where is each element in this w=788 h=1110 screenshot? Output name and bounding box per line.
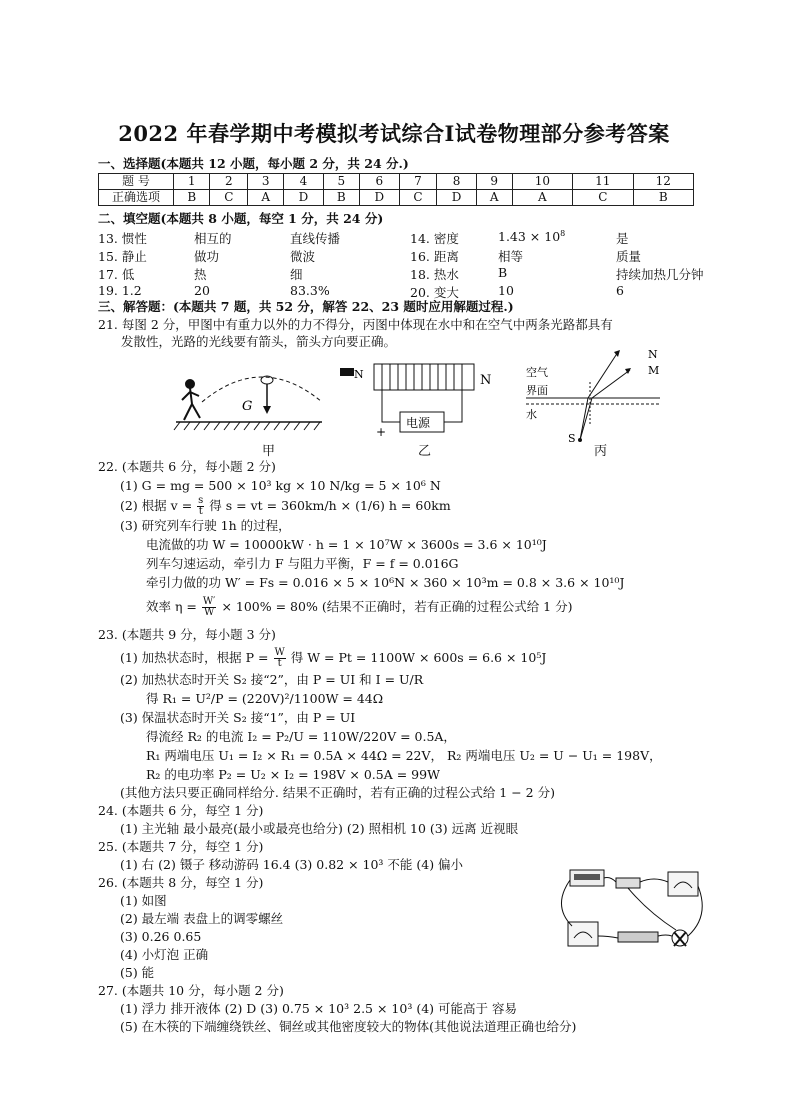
- fill-in-answer: [194, 229, 290, 247]
- fill-in-answer: [194, 247, 290, 265]
- wire-a: [604, 878, 616, 883]
- fraction: [202, 597, 217, 618]
- ray-m-label: M: [648, 364, 660, 377]
- q26-line4: (4) 小灯泡 正确: [120, 947, 209, 962]
- q22-line5: 列车匀速运动，牵引力 F 与阻力平衡，F = f = 0.016G: [146, 556, 459, 571]
- q22-line1: (1) G = mg = 500 × 10³ kg × 10 N/kg = 5 × 10⁶ N: [120, 478, 441, 493]
- question-number-cell: 4: [284, 174, 323, 190]
- q23-line3: 得 R₁ = U²/P = (220V)²/1100W = 44Ω: [146, 691, 384, 706]
- q24-heading: 24. (本题共 6 分，每空 1 分): [98, 803, 264, 818]
- fill-in-answer: [98, 265, 194, 283]
- q27-heading: 27. (本题共 10 分，每小题 2 分): [98, 983, 284, 998]
- q23-line2: (2) 加热状态时开关 S₂ 接“2”，由 P = UI 和 I = U/R: [120, 672, 424, 687]
- numerator: W: [274, 647, 285, 658]
- figure-jia-label: 甲: [262, 444, 276, 459]
- answer-cell: A: [512, 190, 572, 206]
- wire-d: [598, 936, 618, 938]
- fill-in-text: 相互的: [194, 231, 232, 246]
- fill-in-answer: [616, 247, 716, 265]
- q22-line3: (3) 研究列车行驶 1h 的过程，: [120, 518, 291, 533]
- answer-cell: D: [284, 190, 323, 206]
- ammeter: [568, 922, 598, 946]
- q22-line2-a: (2) 根据 v =: [120, 498, 193, 513]
- fill-in-text: 18. 热水: [410, 267, 459, 282]
- answer-cell: C: [210, 190, 248, 206]
- question-number-cell: 12: [633, 174, 694, 190]
- ground-hatch: [174, 422, 320, 430]
- q23-line1: [120, 648, 546, 669]
- fill-in-row: [98, 247, 718, 265]
- fill-in-text: 做功: [194, 249, 220, 264]
- answer-cell: B: [323, 190, 359, 206]
- figure-bing-label: 丙: [594, 444, 608, 459]
- fill-in-answer: [290, 247, 410, 265]
- answer-cell: C: [399, 190, 437, 206]
- fill-in-text: 19. 1.2: [98, 283, 142, 298]
- denominator: W: [204, 607, 215, 618]
- q27-line2: (5) 在木筷的下端缠绕铁丝、铜丝或其他密度较大的物体(其他说法道理正确也给分): [120, 1019, 577, 1034]
- fill-in-answer: [498, 283, 616, 301]
- wire-right: [444, 390, 462, 422]
- person-figure: [182, 380, 200, 420]
- wire-e: [658, 935, 672, 936]
- answer-cell: B: [174, 190, 210, 206]
- denominator: t: [277, 658, 282, 669]
- fill-in-text: 20. 变大: [410, 285, 459, 300]
- answer-cell: A: [476, 190, 512, 206]
- exponent: 8: [560, 229, 566, 238]
- row-header-answer: 正确选项: [99, 190, 174, 206]
- fill-in-answer: [616, 265, 716, 283]
- numerator: s: [198, 495, 204, 506]
- solenoid-n-label: N: [480, 373, 492, 388]
- q23-line4: (3) 保温状态时开关 S₂ 接“1”，由 P = UI: [120, 710, 356, 725]
- solenoid-core: [374, 364, 474, 390]
- figure-yi: [336, 362, 506, 442]
- q22-line2: [120, 496, 451, 517]
- answer-cell: A: [248, 190, 284, 206]
- q23-line1-a: (1) 加热状态时，根据 P =: [120, 650, 269, 665]
- fill-in-text: 83.3%: [290, 283, 330, 298]
- fill-in-text: 细: [290, 267, 303, 282]
- fill-in-answer: [410, 247, 498, 265]
- interface-label: 界面: [526, 384, 548, 397]
- numerator: W′: [202, 596, 216, 607]
- fill-in-text: 10: [498, 283, 514, 298]
- q22-line6: 牵引力做的功 W′ = Fs = 0.016 × 5 × 10⁶N × 360 × 10³m = 0.8 × 3.6 × 10¹⁰J: [146, 575, 625, 590]
- question-number-cell: 10: [512, 174, 572, 190]
- choice-answer-table: [98, 173, 694, 206]
- fraction: [197, 496, 204, 517]
- fill-in-text: 微波: [290, 249, 316, 264]
- fill-in-text: 15. 静止: [98, 249, 147, 264]
- q27-line1: (1) 浮力 排开液体 (2) D (3) 0.75 × 10³ 2.5 × 10³ (4) 可能高于 容易: [120, 1001, 517, 1016]
- fill-in-text: 持续加热几分钟: [616, 267, 704, 282]
- table-row: [99, 174, 694, 190]
- fill-in-answer: [410, 229, 498, 247]
- fill-in-answer: [98, 229, 194, 247]
- question-number-cell: 11: [573, 174, 633, 190]
- fill-in-text: 17. 低: [98, 267, 135, 282]
- ray-n-label: N: [648, 348, 658, 361]
- section1-heading: 一、选择题(本题共 12 小题，每小题 2 分，共 24 分.): [98, 156, 409, 171]
- row-header-number: 题 号: [99, 174, 174, 190]
- compass-n-label: N: [354, 368, 364, 381]
- answer-cell: D: [360, 190, 399, 206]
- question-number-cell: 2: [210, 174, 248, 190]
- source-s-label: S: [568, 432, 576, 445]
- air-label: 空气: [526, 366, 548, 379]
- power-supply-panel: [574, 874, 600, 880]
- voltmeter: [668, 872, 698, 896]
- page-title: 2022 年春学期中考模拟考试综合Ⅰ试卷物理部分参考答案: [118, 121, 670, 146]
- light-source-point: [578, 438, 582, 442]
- q22-line4: 电流做的功 W = 10000kW · h = 1 × 10⁷W × 3600s = 3.6 × 10¹⁰J: [146, 537, 547, 552]
- fill-in-text: 16. 距离: [410, 249, 459, 264]
- question-number-cell: 5: [323, 174, 359, 190]
- q26-line5: (5) 能: [120, 965, 155, 980]
- figure-yi-label: 乙: [418, 444, 432, 459]
- fill-in-answer: [290, 265, 410, 283]
- fill-in-text: 1.43 × 10: [498, 229, 561, 245]
- q26-line3: (3) 0.26 0.65: [120, 929, 202, 944]
- fill-in-row: [98, 265, 718, 283]
- q23-line6: R₁ 两端电压 U₁ = I₂ × R₁ = 0.5A × 44Ω = 22V， R₂ 两端电压 U₂ = U − U₁ = 198V，: [146, 748, 662, 763]
- wire-c: [561, 880, 572, 926]
- answer-cell: C: [573, 190, 633, 206]
- q21-line1: 21. 每图 2 分，甲图中有重力以外的力不得分，丙图中体现在水中和在空气中两条光路都具有: [98, 317, 613, 332]
- q22-line7-a: 效率 η =: [146, 599, 197, 614]
- fill-in-answer: [290, 229, 410, 247]
- gravity-label: G: [242, 399, 253, 414]
- fill-in-answer: [498, 247, 616, 265]
- circuit-figure: [548, 866, 712, 958]
- water-label: 水: [526, 408, 537, 421]
- table-row: [99, 190, 694, 206]
- switch: [616, 878, 640, 888]
- q23-line8: (其他方法只要正确同样给分. 结果不正确时，若有正确的过程公式给 1 − 2 分): [120, 785, 555, 800]
- figure-bing: [520, 346, 670, 446]
- q26-line2: (2) 最左端 表盘上的调零螺丝: [120, 911, 284, 926]
- solenoid-coils: [382, 364, 462, 390]
- question-number-cell: 6: [360, 174, 399, 190]
- question-number-cell: 8: [437, 174, 476, 190]
- answer-cell: B: [633, 190, 694, 206]
- q25-line1: (1) 右 (2) 镊子 移动游码 16.4 (3) 0.82 × 10³ 不能 (4) 偏小: [120, 857, 464, 872]
- q23-heading: 23. (本题共 9 分，每小题 3 分): [98, 627, 276, 642]
- compass-needle: [340, 368, 354, 376]
- fill-in-answer: [616, 283, 716, 301]
- denominator: t: [198, 506, 203, 517]
- fill-in-answer: [498, 229, 616, 247]
- q23-line7: R₂ 的电功率 P₂ = U₂ × I₂ = 198V × 0.5A = 99W: [146, 767, 440, 782]
- rheostat: [618, 932, 658, 942]
- wire-b: [640, 879, 668, 882]
- fill-in-text: 14. 密度: [410, 231, 459, 246]
- section3-heading: 三、解答题：(本题共 7 题，共 52 分，解答 22、23 题时应用解题过程.): [98, 299, 514, 314]
- wire-left: [382, 390, 400, 422]
- fraction: [274, 648, 286, 669]
- q26-line1: (1) 如图: [120, 893, 167, 908]
- power-source-label: 电源: [406, 416, 431, 430]
- fill-in-text: 6: [616, 283, 624, 298]
- question-number-cell: 3: [248, 174, 284, 190]
- fill-in-text: B: [498, 265, 508, 280]
- plus-label: +: [376, 425, 387, 439]
- answer-cell: D: [437, 190, 476, 206]
- gravity-arrowhead: [263, 406, 271, 414]
- question-number-cell: 7: [399, 174, 437, 190]
- q22-line7-b: × 100% = 80% (结果不正确时，若有正确的过程公式给 1 分): [221, 599, 573, 614]
- fill-in-answer: [498, 265, 616, 283]
- q26-heading: 26. (本题共 8 分，每空 1 分): [98, 875, 264, 890]
- q21-line2: 发散性，光路的光线要有箭头，箭头方向要正确。: [121, 334, 397, 349]
- question-number-cell: 9: [476, 174, 512, 190]
- q25-heading: 25. (本题共 7 分，每空 1 分): [98, 839, 264, 854]
- fill-in-text: 相等: [498, 249, 524, 264]
- fill-in-answer: [410, 265, 498, 283]
- question-number-cell: 1: [174, 174, 210, 190]
- fill-in-text: 是: [616, 231, 629, 246]
- q22-line7: [146, 597, 572, 618]
- q22-line2-b: 得 s = vt = 360km/h × (1/6) h = 60km: [209, 498, 451, 513]
- fill-in-text: 20: [194, 283, 210, 298]
- fill-in-text: 质量: [616, 249, 642, 264]
- fill-in-text: 热: [194, 267, 207, 282]
- section2-heading: 二、填空题(本题共 8 小题，每空 1 分，共 24 分): [98, 211, 384, 226]
- q22-heading: 22. (本题共 6 分，每小题 2 分): [98, 459, 276, 474]
- ray-air-n: [588, 352, 618, 398]
- ball-trajectory: [202, 377, 322, 402]
- fill-in-answer: [616, 229, 716, 247]
- fill-in-answer: [98, 247, 194, 265]
- fill-in-text: 13. 惯性: [98, 231, 147, 246]
- q23-line1-b: 得 W = Pt = 1100W × 600s = 6.6 × 10⁵J: [290, 650, 547, 665]
- fill-in-text: 直线传播: [290, 231, 341, 246]
- fill-in-row: [98, 229, 718, 247]
- fill-in-answer: [194, 265, 290, 283]
- q24-line1: (1) 主光轴 最小最亮(最小或最亮也给分) (2) 照相机 10 (3) 远离 近视眼: [120, 821, 519, 836]
- q23-line5: 得流经 R₂ 的电流 I₂ = P₂/U = 110W/220V = 0.5A，: [146, 729, 456, 744]
- figure-jia: [172, 362, 332, 442]
